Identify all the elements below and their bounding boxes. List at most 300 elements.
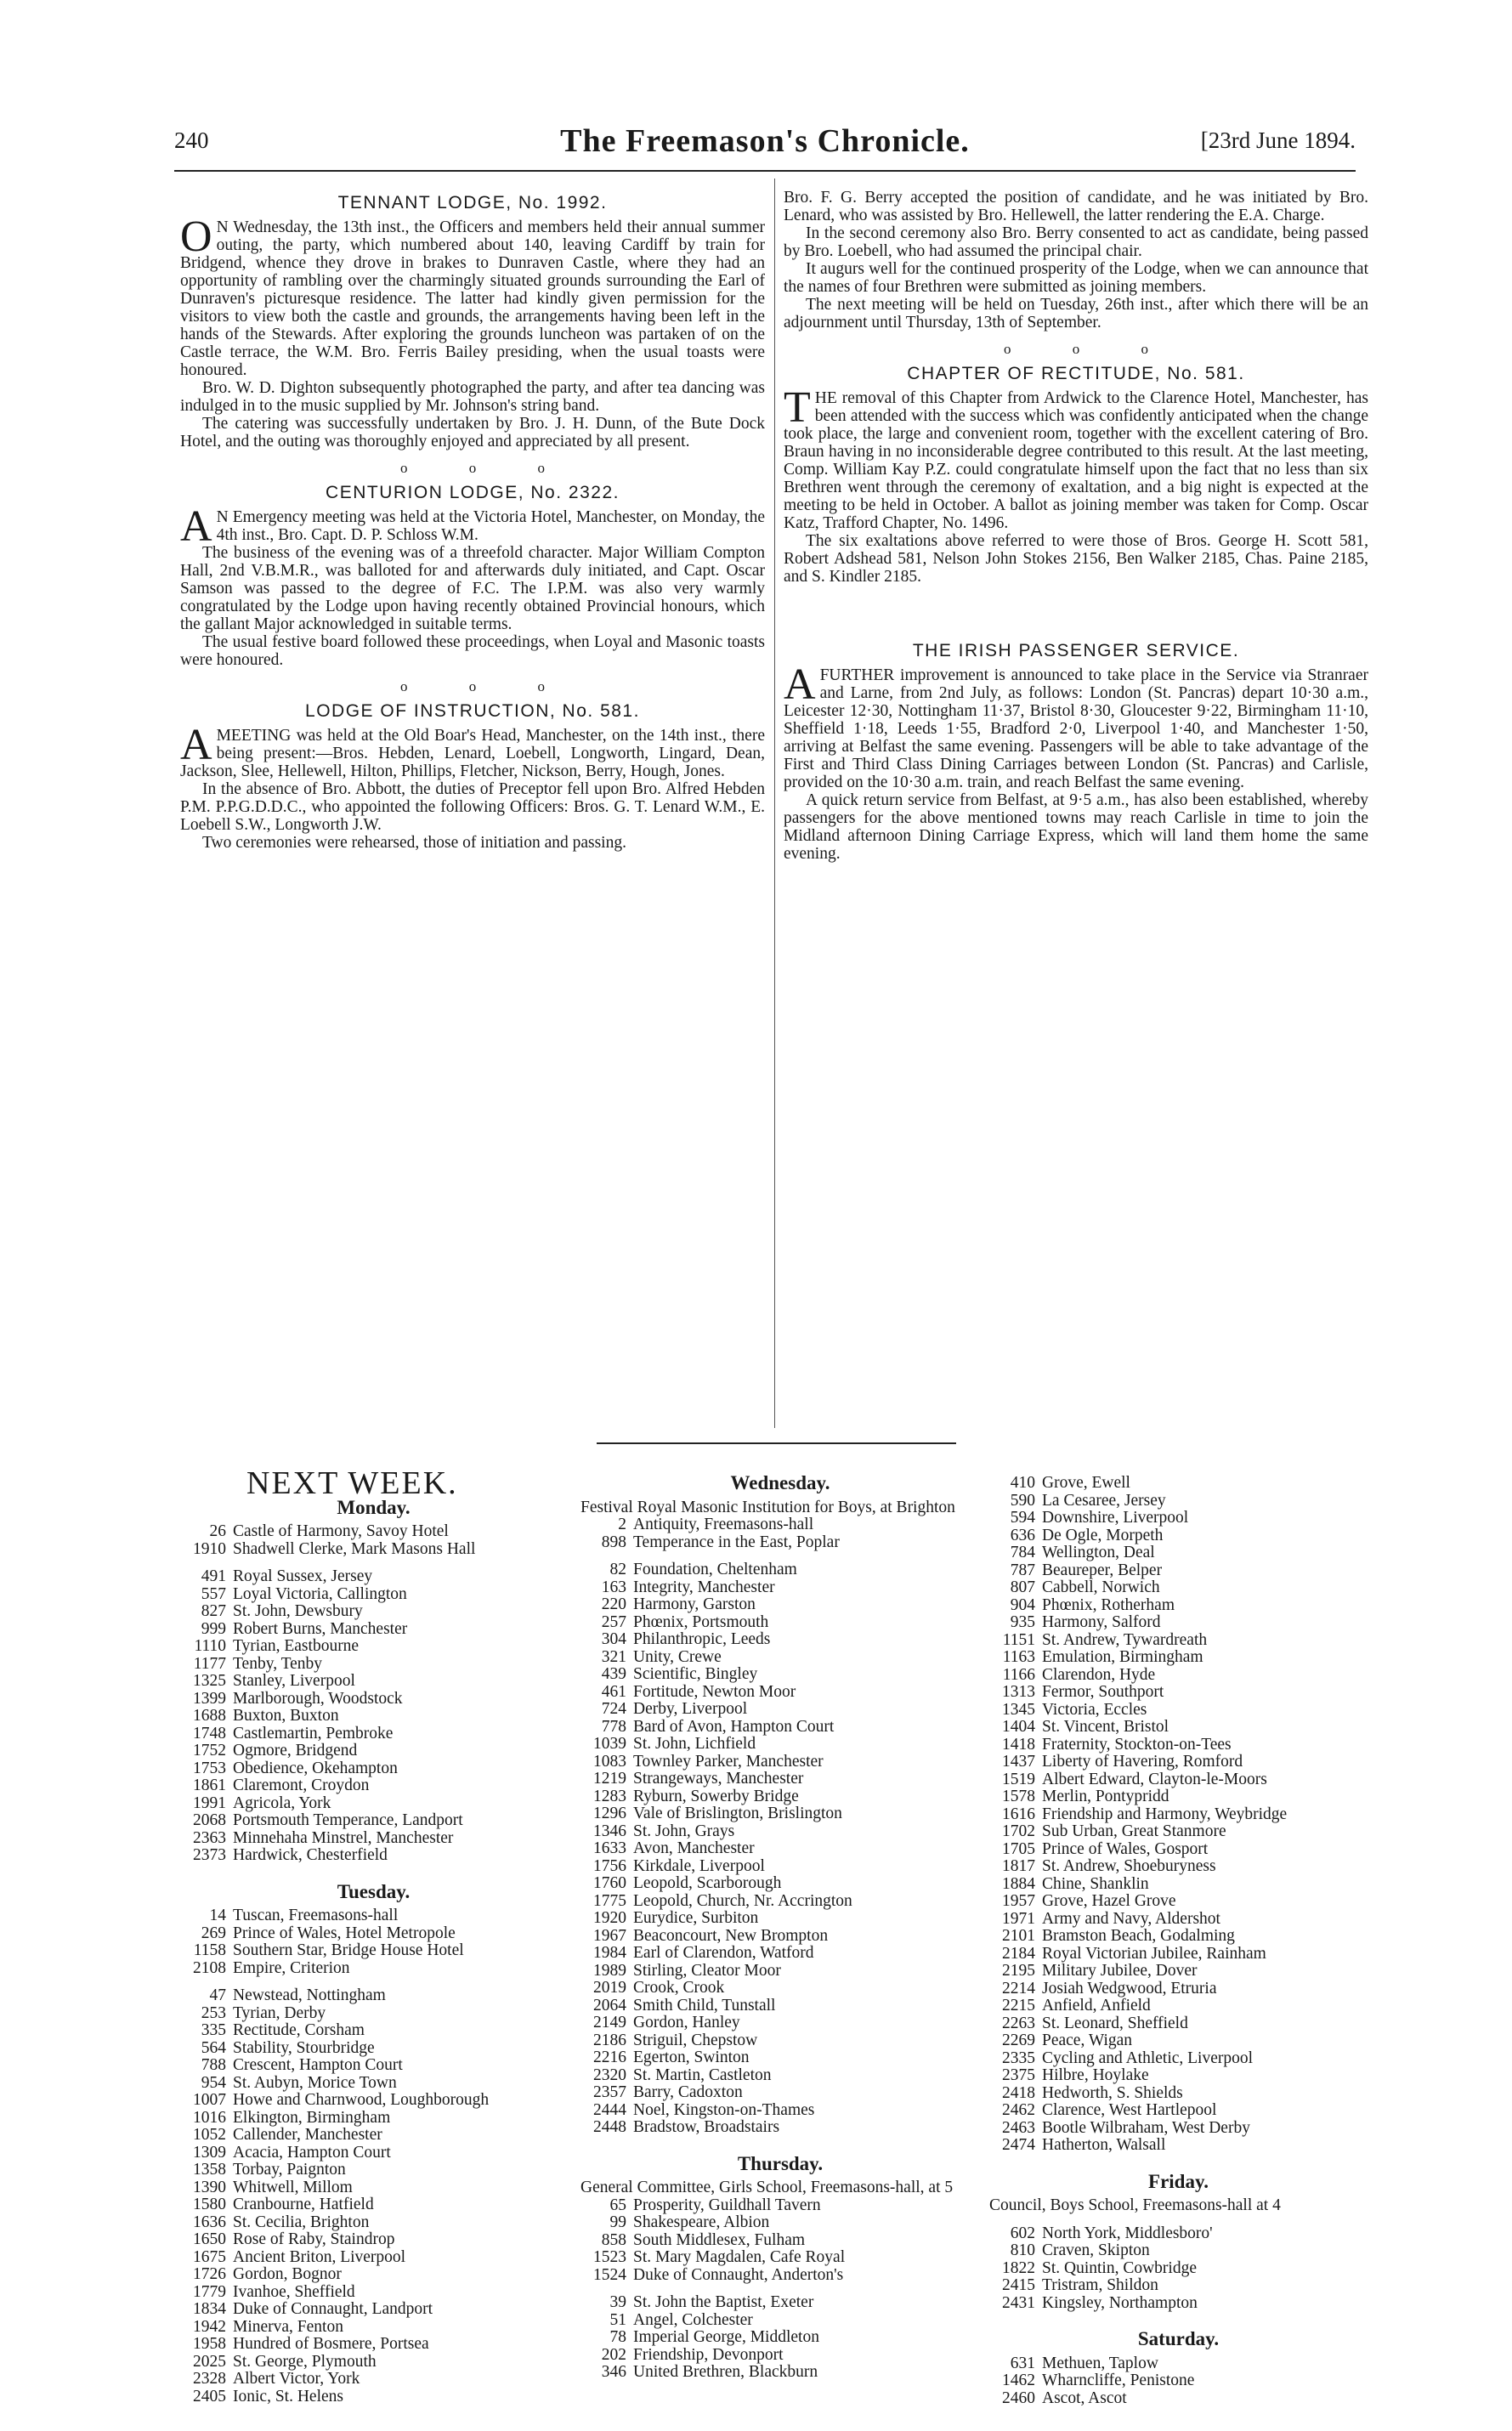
lodge-name: Crook, Crook (633, 1980, 725, 1997)
article-heading: TENNANT LODGE, No. 1992. (337, 193, 608, 212)
lodge-name: Kirkdale, Liverpool (633, 1857, 765, 1875)
lodge-name: Avon, Manchester (633, 1840, 755, 1857)
lodge-entry (180, 1960, 567, 1978)
lodge-entry (580, 2119, 980, 2137)
lodge-number: 1748 (193, 1725, 226, 1742)
lodge-number: 2214 (1002, 1980, 1035, 1998)
lodge-list (580, 2294, 980, 2382)
lodge-name: Chine, Shanklin (1042, 1875, 1149, 1893)
article-paragraph: A N Emergency meeting was held at the Victoria Hotel, Manchester, on Monday, the 4th inst., Bro. Capt. D. P. Schloss W.M. (180, 502, 765, 551)
lodge-entry (989, 2225, 1368, 2243)
lodge-entry (580, 1963, 980, 1980)
lodge-number: 1958 (193, 2336, 226, 2353)
lodge-name: Whitwell, Millom (233, 2179, 353, 2196)
lodge-entry (180, 2284, 567, 2302)
lodge-entry (580, 1823, 980, 1841)
lodge-name: Townley Parker, Manchester (633, 1753, 824, 1771)
lodge-name: Noel, Kingston-on-Thames (633, 2101, 815, 2119)
issue-date: [23rd June 1894. (1200, 128, 1356, 153)
left-column (180, 189, 765, 852)
lodge-name: Royal Victorian Jubilee, Rainham (1042, 1945, 1266, 1963)
lodge-name: Obedience, Okehampton (233, 1760, 398, 1777)
lodge-entry (989, 1632, 1368, 1650)
lodge-name: Foundation, Cheltenham (633, 1561, 797, 1578)
lodge-name: Minnehaha Minstrel, Manchester (233, 1829, 454, 1847)
lodge-entry (580, 1561, 980, 1579)
lodge-entry (180, 1847, 567, 1865)
lodge-number: 1942 (193, 2318, 226, 2336)
lodge-name: Hundred of Bosmere, Portsea (233, 2336, 429, 2353)
lodge-name: Clarence, West Hartlepool (1042, 2102, 1217, 2119)
lodge-name: Scientific, Bingley (633, 1666, 758, 1683)
lodge-number: 1390 (193, 2179, 226, 2196)
lodge-name: St. Mary Magdalen, Cafe Royal (633, 2249, 846, 2266)
lodge-name: Empire, Criterion (233, 1959, 350, 1977)
lodge-list (180, 1523, 567, 1558)
lodge-number: 2025 (193, 2353, 226, 2371)
lodge-entry (580, 2067, 980, 2085)
lodge-number: 2328 (193, 2371, 226, 2388)
lodge-number: 1325 (193, 1673, 226, 1690)
lodge-name: Imperial George, Middleton (633, 2329, 819, 2346)
article-heading: THE IRISH PASSENGER SERVICE. (912, 641, 1240, 660)
drop-cap: T (784, 383, 811, 432)
lodge-name: Philanthropic, Leeds (633, 1631, 771, 1648)
lodge-number: 904 (1010, 1596, 1035, 1614)
lodge-name: Bramston Beach, Godalming (1042, 1928, 1235, 1945)
lodge-name: St. Leonard, Sheffield (1042, 2014, 1188, 2032)
lodge-number: 2415 (1002, 2277, 1035, 2294)
lodge-number: 1313 (1002, 1684, 1035, 1701)
lodge-name: Integrity, Manchester (633, 1578, 775, 1596)
lodge-name: Fortitude, Newton Moor (633, 1683, 796, 1701)
lodge-name: Friendship and Harmony, Weybridge (1042, 1805, 1288, 1823)
lodge-number: 1578 (1002, 1788, 1035, 1805)
lodge-number: 999 (201, 1620, 226, 1638)
lodge-number: 1775 (593, 1892, 626, 1910)
lodge-entry (580, 1928, 980, 1946)
lodge-entry (180, 1656, 567, 1674)
lodge-number: 321 (601, 1648, 626, 1666)
lodge-number: 898 (601, 1533, 626, 1551)
lodge-number: 2363 (193, 1829, 226, 1847)
lodge-name: Anfield, Anfield (1042, 1998, 1151, 2014)
lodge-number: 1967 (593, 1927, 626, 1945)
lodge-name: South Middlesex, Fulham (633, 2231, 806, 2249)
article-heading: CHAPTER OF RECTITUDE, No. 581. (907, 364, 1245, 383)
lodge-number: 439 (601, 1666, 626, 1683)
lodge-number: 1779 (193, 2283, 226, 2301)
lodge-name: Hedworth, S. Shields (1042, 2084, 1183, 2102)
lodge-name: Antiquity, Freemasons-hall (633, 1516, 814, 1533)
lodge-number: 1920 (593, 1910, 626, 1927)
lodge-name: Minerva, Fenton (233, 2318, 343, 2336)
lodge-name: Callender, Manchester (233, 2127, 382, 2144)
lodge-list (989, 1475, 1368, 2155)
lodge-number: 26 (209, 1523, 226, 1540)
article-heading: LODGE OF INSTRUCTION, No. 581. (305, 701, 640, 721)
lodge-list (180, 1568, 567, 1865)
lodge-entry (580, 1579, 980, 1597)
lodge-number: 1358 (193, 2162, 226, 2179)
lodge-entry (580, 2014, 980, 2032)
day-heading-thursday: Thursday. (737, 2152, 824, 2174)
lodge-number: 1345 (1002, 1701, 1035, 1719)
article-paragraph: AMEETING was held at the Old Boar's Head, Manchester, on the 14th inst., there being present:—Bros. Hebden, Lenard, Loebell, Longworth, Lingard, Dean, Jackson, Slee, Hellewell, Hilton, Phillips, Fletcher, Nickson, Berry, Hough, Jones. (180, 721, 765, 780)
lodge-number: 1753 (193, 1760, 226, 1777)
lodge-entry (180, 1568, 567, 1586)
lodge-number: 2460 (1002, 2389, 1035, 2407)
lodge-entry (580, 2032, 980, 2050)
lodge-name: Ivanhoe, Sheffield (233, 2283, 355, 2301)
lodge-name: Marlborough, Woodstock (233, 1690, 403, 1708)
lodge-number: 2448 (593, 2119, 626, 2136)
lodge-entry (180, 2075, 567, 2093)
lodge-list (989, 2355, 1368, 2408)
lodge-number: 2444 (593, 2101, 626, 2119)
lodge-number: 47 (209, 1987, 226, 2004)
lodge-name: St. Quintin, Cowbridge (1042, 2259, 1198, 2277)
article-paragraph: It augurs well for the continued prosperity of the Lodge, when we can announce that the names of four Brethren were submitted as joining members. (784, 260, 1368, 296)
lodge-entry (580, 2347, 980, 2365)
lodge-name: Crescent, Hampton Court (233, 2057, 403, 2074)
lodge-number: 631 (1010, 2354, 1035, 2372)
lodge-number: 778 (601, 1718, 626, 1736)
lodge-name: Tristram, Shildon (1042, 2277, 1158, 2294)
day-heading-friday: Friday. (1148, 2170, 1209, 2192)
lodge-name: Beaconcourt, New Brompton (633, 1927, 829, 1945)
lodge-list (580, 2197, 980, 2285)
lodge-number: 1705 (1002, 1840, 1035, 1858)
lodge-name: St. Aubyn, Morice Town (233, 2074, 397, 2092)
article-chapter-of-rectitude (784, 365, 1368, 586)
lodge-entry (580, 1701, 980, 1719)
lodge-number: 590 (1010, 1492, 1035, 1510)
lodge-entry (989, 2067, 1368, 2085)
lodge-entry (989, 1649, 1368, 1667)
lodge-entry (180, 1726, 567, 1743)
lodge-name: Victoria, Eccles (1042, 1701, 1147, 1719)
lodge-number: 202 (601, 2346, 626, 2364)
article-paragraph: A quick return service from Belfast, at 9·5 a.m., has also been established, whereby passengers for the above mentioned towns may reach Carlisle in time to join the Midland afternoon Dining Carriage Express, which will land them home the same evening. (784, 791, 1368, 863)
lodge-entry (180, 2110, 567, 2128)
lodge-entry (989, 1841, 1368, 1859)
lodge-name: Friendship, Devonport (633, 2346, 784, 2364)
lodge-entry (580, 2084, 980, 2102)
lodge-entry (989, 2260, 1368, 2278)
lodge-name: St. John the Baptist, Exeter (633, 2294, 814, 2311)
lodge-entry (989, 1579, 1368, 1597)
lodge-entry (580, 1719, 980, 1737)
lodge-entry (580, 1736, 980, 1754)
lodge-entry (580, 1893, 980, 1911)
lodge-number: 1884 (1002, 1875, 1035, 1893)
lodge-number: 410 (1010, 1475, 1035, 1492)
lodge-name: United Brethren, Blackburn (633, 2364, 818, 2381)
lodge-name: Howe and Charnwood, Loughborough (233, 2092, 490, 2109)
lodge-entry (180, 2354, 567, 2372)
lodge-number: 557 (201, 1585, 226, 1603)
header-rule (174, 170, 1356, 172)
lodge-name: Earl of Clarendon, Watford (633, 1945, 814, 1962)
lodge-number: 2405 (193, 2388, 226, 2406)
lodge-number: 2186 (593, 2032, 626, 2049)
lodge-entry (989, 2120, 1368, 2138)
lodge-entry (989, 1544, 1368, 1562)
lodge-name: Grove, Hazel Grove (1042, 1893, 1176, 1910)
lodge-number: 2462 (1002, 2102, 1035, 2119)
lodge-number: 220 (601, 1596, 626, 1613)
lodge-number: 1822 (1002, 2259, 1035, 2277)
lodge-number: 1177 (193, 1655, 226, 1673)
lodge-number: 1760 (593, 1875, 626, 1892)
lodge-name: Duke of Connaught, Landport (233, 2301, 433, 2318)
lodge-entry (180, 2249, 567, 2267)
lodge-number: 1752 (193, 1742, 226, 1760)
lodge-name: Unity, Crewe (633, 1648, 722, 1666)
lodge-number: 2418 (1002, 2084, 1035, 2102)
lodge-name: Gordon, Bognor (233, 2266, 342, 2283)
lodge-name: St. George, Plymouth (233, 2353, 377, 2371)
day-heading-tuesday: Tuesday. (337, 1880, 411, 1902)
lodge-entry (180, 2266, 567, 2284)
lodge-entry (580, 1805, 980, 1823)
lodge-number: 1834 (193, 2301, 226, 2318)
lodge-entry (180, 2092, 567, 2110)
lodge-number: 1083 (593, 1753, 626, 1771)
lodge-number: 1399 (193, 1690, 226, 1708)
article-paragraph: The six exaltations above referred to were those of Bros. George H. Scott 581, Robert Adshead 581, Nelson John Stokes 2156, Ben Walker 2185, Chas. Paine 2185, and S. Kindler 2185. (784, 532, 1368, 586)
lodge-name: Fermor, Southport (1042, 1684, 1164, 1701)
lodge-number: 1957 (1002, 1893, 1035, 1910)
lodge-number: 1418 (1002, 1736, 1035, 1754)
article-instruction-continued (784, 189, 1368, 332)
lodge-entry (580, 2102, 980, 2120)
lodge-number: 636 (1010, 1527, 1035, 1544)
lodge-list (180, 1987, 567, 2406)
lodge-entry (989, 1667, 1368, 1685)
lodge-entry (180, 1795, 567, 1813)
lodge-name: St. John, Dewsbury (233, 1603, 363, 1620)
article-paragraph: AFURTHER improvement is announced to take place in the Service via Stranraer and Larne, from 2nd July, as follows: London (St. Pancras) depart 10·30 a.m., Leicester 12·30, Nottingham 11·37, Bristol 8·30, Gloucester 9·22, Birmingham 11·10, Sheffield 1·18, Leeds 1·55, Bradford 2·0, Liverpool 1·40, and Manchester 1·50, arriving at Belfast the same evening. Passengers will be able to take advantage of the First and Third Class Dining Carriages between London (St. Pancras) and Carlisle, provided on the 10·30 a.m. train, and reach Belfast the same evening. (784, 660, 1368, 791)
lodge-number: 1283 (593, 1788, 626, 1805)
lodge-number: 1910 (193, 1540, 226, 1558)
section-rule (597, 1442, 956, 1444)
day-heading-wednesday: Wednesday. (730, 1472, 830, 1493)
lodge-number: 1636 (193, 2213, 226, 2231)
lodge-number: 14 (209, 1907, 226, 1924)
lodge-number: 1989 (593, 1962, 626, 1980)
lodge-list (180, 1907, 567, 1977)
right-column (784, 189, 1368, 863)
lodge-entry (989, 1510, 1368, 1527)
drop-cap: O (180, 212, 212, 261)
lodge-entry (180, 2319, 567, 2337)
lodge-number: 39 (609, 2294, 626, 2311)
lodge-number: 163 (601, 1578, 626, 1596)
lodge-entry (180, 1708, 567, 1726)
lodge-list (989, 2225, 1368, 2313)
lodge-number: 1688 (193, 1708, 226, 1725)
lodge-name: Striguil, Chepstow (633, 2032, 758, 2049)
lodge-entry (989, 2050, 1368, 2068)
lodge-entry (180, 1925, 567, 1943)
lodge-name: Ancient Briton, Liverpool (233, 2248, 406, 2266)
lodge-number: 2215 (1002, 1998, 1035, 2014)
lodge-name: Rectitude, Corsham (233, 2022, 365, 2039)
article-paragraph: The business of the evening was of a threefold character. Major William Compton Hall, 2nd V.B.M.R., was balloted for and afterwards duly initiated, and Capt. Oscar Samson was passed to the degree of F.C. The I.P.M. was also very warmly congratulated by the Lodge upon having recently obtained Provincial honours, which the gallant Major acknowledged in suitable terms. (180, 544, 765, 633)
lodge-entry (580, 1788, 980, 1806)
lodge-number: 2357 (593, 2084, 626, 2101)
lodge-number: 2431 (1002, 2294, 1035, 2312)
lodge-name: Torbay, Paignton (233, 2162, 346, 2179)
lodge-name: Craven, Skipton (1042, 2242, 1150, 2259)
lodge-number: 2320 (593, 2066, 626, 2084)
lodge-name: Tyrian, Derby (233, 2004, 326, 2022)
lodge-entry (989, 1562, 1368, 1580)
lodge-number: 2019 (593, 1980, 626, 1997)
lodge-number: 335 (201, 2022, 226, 2039)
lodge-name: Grove, Ewell (1042, 1475, 1130, 1492)
section-separator: o o o (400, 678, 574, 694)
lodge-number: 1861 (193, 1777, 226, 1794)
lodge-number: 2 (618, 1516, 626, 1533)
lodge-name: Fraternity, Stockton-on-Tees (1042, 1736, 1232, 1754)
lodge-name: Hatherton, Walsall (1042, 2137, 1166, 2154)
lodge-name: Stability, Stourbridge (233, 2039, 375, 2057)
lodge-entry (989, 1614, 1368, 1632)
lodge-number: 2269 (1002, 2032, 1035, 2049)
lodge-entry (180, 1942, 567, 1960)
lodge-entry (180, 1621, 567, 1639)
day-note: General Committee, Girls School, Freemasons-hall, at 5 (580, 2179, 954, 2196)
lodge-entry (580, 1858, 980, 1876)
lodge-entry (180, 2040, 567, 2058)
lodge-entry (580, 1516, 980, 1534)
lodge-entry (580, 2049, 980, 2067)
drop-cap: A (784, 660, 816, 709)
lodge-number: 2263 (1002, 2014, 1035, 2032)
lodge-name: Leopold, Church, Nr. Accrington (633, 1892, 852, 1910)
lodge-entry (180, 1830, 567, 1848)
lodge-name: Barry, Cadoxton (633, 2084, 743, 2101)
lodge-number: 1650 (193, 2231, 226, 2248)
lodge-name: Harmony, Salford (1042, 1614, 1161, 1631)
lodge-name: Phœnix, Rotherham (1042, 1596, 1175, 1614)
drop-cap: A (180, 502, 212, 551)
lodge-entry (580, 2294, 980, 2312)
masthead: The Freemason's Chronicle. (560, 123, 970, 159)
next-week-column-3 (989, 1475, 1368, 2407)
lodge-entry (580, 2232, 980, 2250)
lodge-name: North York, Middlesboro' (1042, 2224, 1213, 2242)
lodge-entry (180, 1777, 567, 1795)
lodge-number: 1702 (1002, 1823, 1035, 1840)
lodge-entry (989, 2137, 1368, 2155)
lodge-name: Stanley, Liverpool (233, 1673, 355, 1690)
lodge-name: Ogmore, Bridgend (233, 1742, 358, 1760)
lodge-entry (580, 1649, 980, 1667)
lodge-name: Army and Navy, Aldershot (1042, 1910, 1220, 1928)
lodge-entry (989, 1963, 1368, 1980)
lodge-number: 461 (601, 1683, 626, 1701)
day-heading-monday: Monday. (337, 1496, 411, 1518)
lodge-name: Emulation, Birmingham (1042, 1649, 1203, 1666)
day-heading-saturday: Saturday. (1137, 2328, 1220, 2349)
lodge-number: 1158 (193, 1942, 226, 1959)
lodge-entry (180, 2301, 567, 2319)
lodge-name: Tyrian, Eastbourne (233, 1638, 360, 1655)
lodge-number: 2195 (1002, 1963, 1035, 1980)
lodge-name: Kingsley, Northampton (1042, 2294, 1198, 2312)
lodge-name: St. John, Grays (633, 1822, 735, 1840)
lodge-entry (580, 1631, 980, 1649)
lodge-name: St. Andrew, Tywardreath (1042, 1631, 1208, 1649)
lodge-number: 788 (201, 2057, 226, 2074)
lodge-name: Bradstow, Broadstairs (633, 2119, 780, 2136)
lodge-name: Bootle Wilbraham, West Derby (1042, 2119, 1250, 2137)
lodge-name: Josiah Wedgwood, Etruria (1042, 1980, 1217, 1998)
lodge-number: 269 (201, 1924, 226, 1942)
day-note: Festival Royal Masonic Institution for Boys, at Brighton (580, 1498, 955, 1516)
lodge-entry (989, 1475, 1368, 1493)
lodge-number: 1524 (593, 2266, 626, 2284)
lodge-number: 2064 (593, 1997, 626, 2014)
lodge-name: Military Jubilee, Dover (1042, 1963, 1198, 1980)
lodge-name: Claremont, Croydon (233, 1777, 370, 1794)
lodge-entry (180, 1603, 567, 1621)
lodge-number: 2108 (193, 1959, 226, 1977)
lodge-entry (989, 2032, 1368, 2050)
lodge-name: Elkington, Birmingham (233, 2109, 391, 2127)
lodge-number: 1437 (1002, 1754, 1035, 1771)
lodge-number: 1971 (1002, 1910, 1035, 1928)
lodge-entry (180, 2022, 567, 2040)
lodge-name: Wellington, Deal (1042, 1544, 1155, 1561)
lodge-name: Hilbre, Hoylake (1042, 2067, 1149, 2084)
lodge-entry (180, 1523, 567, 1541)
lodge-name: Wharncliffe, Penistone (1042, 2372, 1195, 2389)
lodge-name: Loyal Victoria, Callington (233, 1585, 407, 1603)
lodge-entry (180, 2127, 567, 2145)
lodge-number: 1039 (593, 1736, 626, 1753)
lodge-number: 1984 (593, 1945, 626, 1962)
lodge-number: 2373 (193, 1847, 226, 1864)
lodge-entry (989, 1946, 1368, 1964)
lodge-number: 78 (609, 2329, 626, 2346)
lodge-entry (989, 1493, 1368, 1510)
lodge-name: Tuscan, Freemasons-hall (233, 1907, 399, 1924)
lodge-name: Bard of Avon, Hampton Court (633, 1718, 835, 1736)
article-paragraph: In the second ceremony also Bro. Berry consented to act as candidate, being passed by Bro. Loebell, who had assumed the principal chair. (784, 224, 1368, 260)
lodge-name: Cycling and Athletic, Liverpool (1042, 2049, 1254, 2067)
lodge-entry (180, 1987, 567, 2005)
lodge-entry (580, 2267, 980, 2285)
lodge-number: 1016 (193, 2109, 226, 2127)
lodge-name: Royal Sussex, Jersey (233, 1568, 373, 1585)
lodge-number: 935 (1010, 1614, 1035, 1631)
lodge-name: Clarendon, Hyde (1042, 1666, 1156, 1684)
lodge-name: Prosperity, Guildhall Tavern (633, 2196, 821, 2214)
lodge-name: Albert Victor, York (233, 2371, 360, 2388)
lodge-number: 257 (601, 1613, 626, 1631)
lodge-entry (180, 2388, 567, 2406)
lodge-number: 594 (1010, 1510, 1035, 1527)
article-paragraph: O N Wednesday, the 13th inst., the Officers and members held their annual summer outing, the party, which numbered about 140, leaving Cardiff by train for Bridgend, whence they drove in brakes to Dunraven Castle, where they had an opportunity of rambling over the charmingly situated grounds surrounding the Earl of Dunraven's picturesque residence. The latter had kindly given permission for the visitors to view both the castle and grounds, the arrangements having been left in the hands of the Stewards. After exploring the grounds luncheon was partaken of on the Castle terrace, the W.M. Bro. Ferris Bailey presiding, when the usual toasts were honoured. (180, 212, 765, 379)
lodge-number: 602 (1010, 2224, 1035, 2242)
lodge-entry (180, 2005, 567, 2023)
lodge-entry (580, 1875, 980, 1893)
